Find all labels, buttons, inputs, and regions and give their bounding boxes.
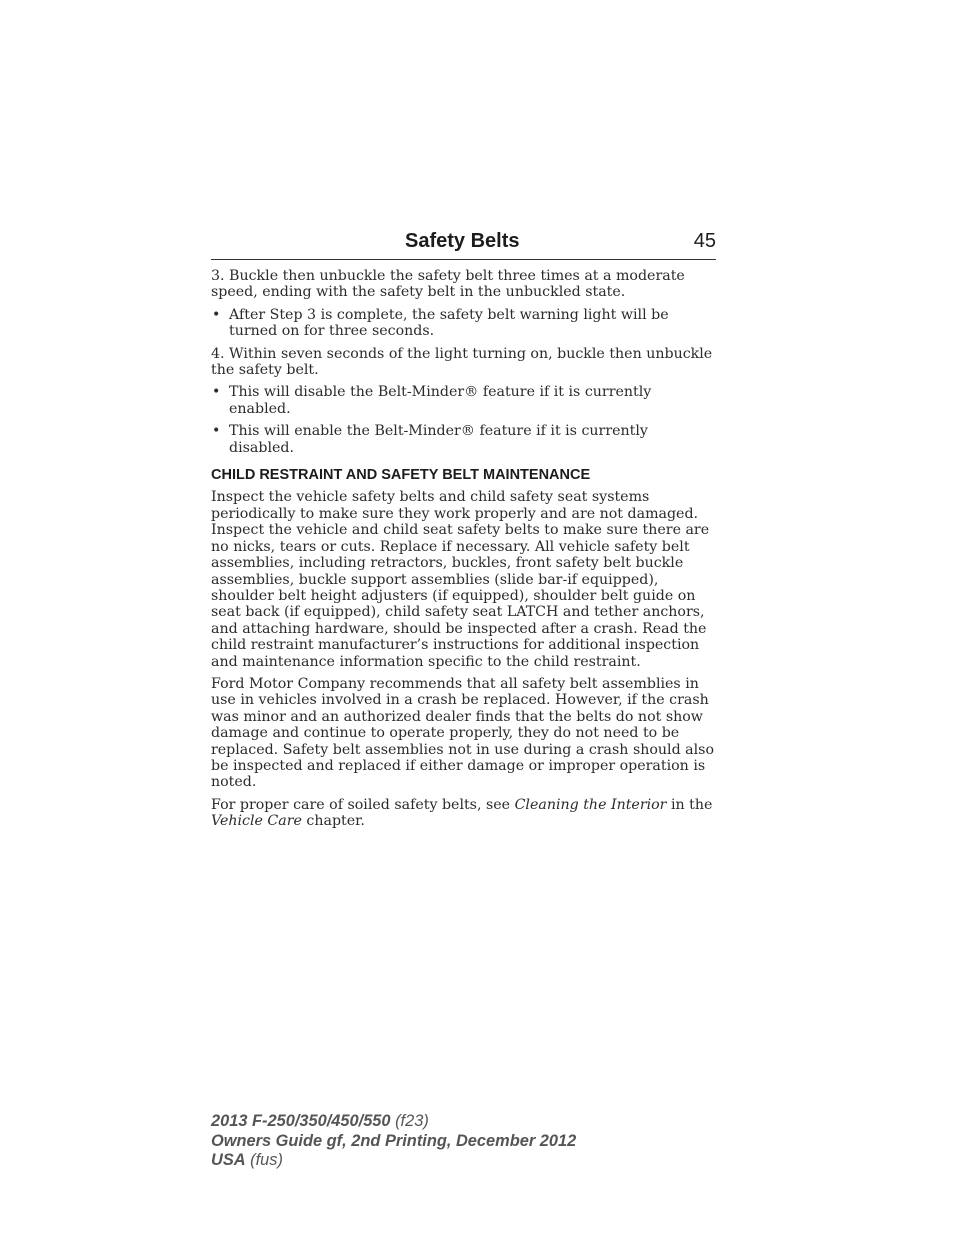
footer-model: 2013 F-250/350/450/550 [211, 1112, 391, 1130]
bullet-icon: • [212, 306, 221, 323]
footer-line-market [211, 1151, 576, 1171]
bullet-item [211, 384, 716, 417]
bullet-icon: • [212, 384, 221, 401]
care-text-middle: in the [666, 796, 713, 813]
care-text-start: For proper care of soiled safety belts, see [211, 796, 515, 813]
bullet-item [211, 307, 716, 340]
footer-model-code: (f23) [390, 1112, 429, 1130]
bullet-text: After Step 3 is complete, the safety belt warning light will be turned on for three seconds. [229, 306, 669, 340]
section-title: Safety Belts [405, 230, 520, 252]
step-4-text: 4. Within seven seconds of the light turning on, buckle then unbuckle the safety belt. [211, 345, 713, 379]
bullet-item [211, 423, 716, 456]
page-footer [211, 1112, 576, 1171]
bullet-icon: • [212, 423, 221, 440]
care-paragraph [211, 797, 716, 830]
page-header [211, 229, 716, 260]
footer-market: USA [211, 1151, 246, 1169]
footer-line-model [211, 1112, 576, 1132]
bullet-text: This will enable the Belt-Minder® feature if it is currently disabled. [229, 423, 648, 456]
footer-market-code: (fus) [245, 1151, 283, 1169]
vehicle-care-reference: Vehicle Care [211, 813, 302, 830]
footer-printing: Owners Guide gf, 2nd Printing, December 2012 [211, 1131, 577, 1150]
replacement-paragraph: Ford Motor Company recommends that all safety belt assemblies in use in vehicles involved in a crash be replaced. However, if the crash was minor and an authorized dealer finds that the belts do not show damage and continue to operate properly, they do not need to be replaced. Safety belt assemblies not in use during a crash should also be inspected and replaced if either damage or improper operation is noted. [211, 675, 714, 791]
maintenance-paragraph: Inspect the vehicle safety belts and child safety seat systems periodically to make sure they work properly and are not damaged. Inspect the vehicle and child seat safety belts to make sure there are no nicks, tears or cuts. Replace if necessary. All vehicle safety belt assemblies, including retractors, buckles, front safety belt buckle assemblies, buckle support assemblies (slide bar-if equipped), shoulder belt height adjusters (if equipped), shoulder belt guide on seat back (if equipped), child safety seat LATCH and tether anchors, and attaching hardware, should be inspected after a crash. Read the child restraint manufacturer’s instructions for additional inspection and maintenance information specific to the child restraint. [211, 489, 710, 670]
care-text-end: chapter. [301, 813, 365, 830]
page-number: 45 [693, 230, 716, 252]
step-3-text: 3. Buckle then unbuckle the safety belt three times at a moderate speed, ending with the safety belt in the unbuckled state. [211, 268, 685, 301]
section-heading: CHILD RESTRAINT AND SAFETY BELT MAINTENANCE [211, 467, 591, 484]
bullet-text: This will disable the Belt-Minder® feature if it is currently enabled. [229, 384, 652, 417]
page-content [211, 268, 716, 836]
cleaning-interior-reference: Cleaning the Interior [514, 796, 667, 813]
